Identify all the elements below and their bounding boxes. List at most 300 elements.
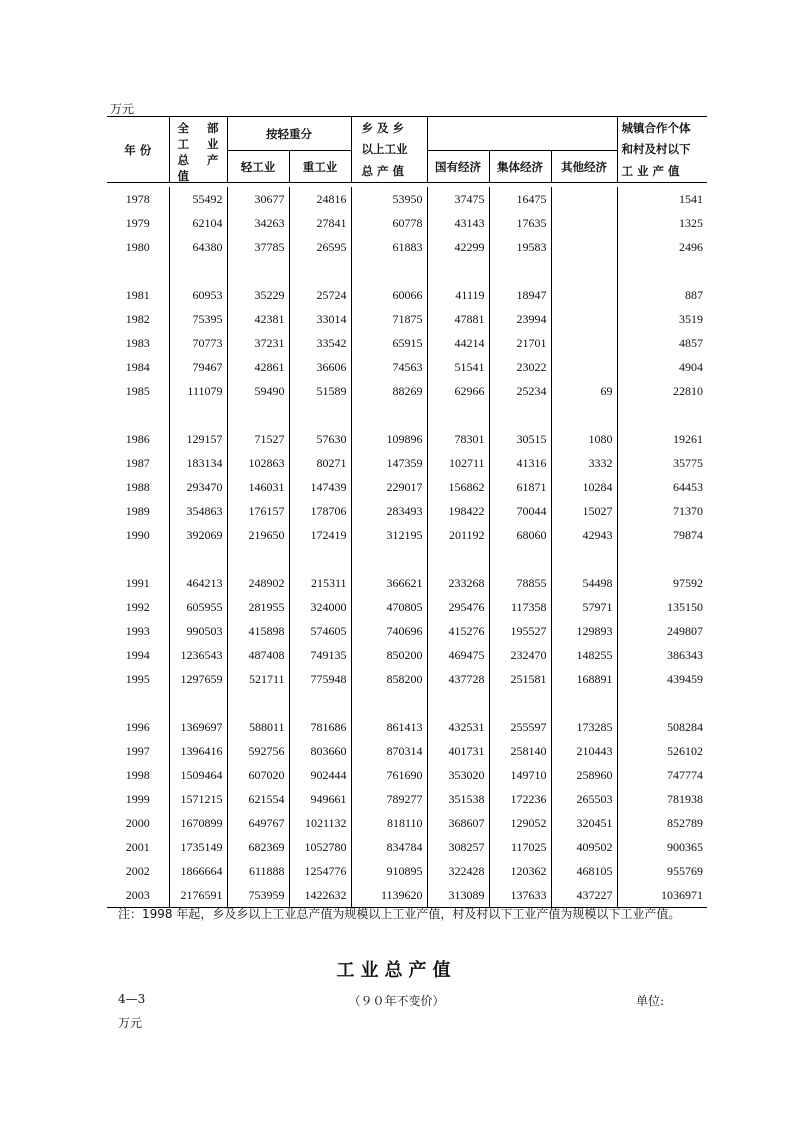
cell-small: 35775 bbox=[617, 451, 707, 475]
cell-heavy: 949661 bbox=[289, 787, 351, 811]
table-row bbox=[107, 451, 707, 475]
cell-collective: 117025 bbox=[489, 835, 551, 859]
cell-other bbox=[551, 307, 617, 331]
table-row bbox=[107, 811, 707, 835]
header-township-line-1: 乡 及 乡 bbox=[361, 121, 405, 136]
cell-year: 1991 bbox=[125, 576, 150, 590]
cell-light: 281955 bbox=[227, 595, 289, 619]
unit-label-top: 万元 bbox=[110, 102, 135, 116]
cell-collective: 172236 bbox=[489, 787, 551, 811]
cell-small: 781938 bbox=[617, 787, 707, 811]
cell-heavy: 775948 bbox=[289, 667, 351, 691]
cell-heavy: 80271 bbox=[289, 451, 351, 475]
table-row bbox=[107, 595, 707, 619]
spacer-cell bbox=[427, 547, 489, 571]
cell-year: 1980 bbox=[125, 240, 150, 254]
cell-light: 415898 bbox=[227, 619, 289, 643]
cell-collective: 70044 bbox=[489, 499, 551, 523]
unit-value: 万元 bbox=[118, 1016, 143, 1030]
cell-year: 1983 bbox=[125, 336, 150, 350]
spacer-cell bbox=[107, 259, 169, 283]
cell-other: 1080 bbox=[551, 427, 617, 451]
spacer-cell bbox=[617, 547, 707, 571]
cell-collective: 17635 bbox=[489, 211, 551, 235]
cell-township: 312195 bbox=[351, 523, 427, 547]
cell-light: 753959 bbox=[227, 883, 289, 908]
cell-state: 415276 bbox=[427, 619, 489, 643]
unit-label: 单位: bbox=[636, 994, 665, 1008]
spacer-cell bbox=[227, 547, 289, 571]
cell-heavy: 25724 bbox=[289, 283, 351, 307]
spacer-cell bbox=[169, 547, 227, 571]
header-ownership-group bbox=[427, 117, 617, 151]
cell-light: 30677 bbox=[227, 187, 289, 211]
table-row bbox=[107, 427, 707, 451]
cell-other: 265503 bbox=[551, 787, 617, 811]
cell-collective: 25234 bbox=[489, 379, 551, 403]
cell-year: 1995 bbox=[125, 672, 150, 686]
cell-state: 351538 bbox=[427, 787, 489, 811]
cell-light: 682369 bbox=[227, 835, 289, 859]
cell-light: 621554 bbox=[227, 787, 289, 811]
cell-other: 320451 bbox=[551, 811, 617, 835]
cell-state: 432531 bbox=[427, 715, 489, 739]
cell-total: 1396416 bbox=[169, 739, 227, 763]
cell-total: 64380 bbox=[169, 235, 227, 259]
table-row bbox=[107, 667, 707, 691]
cell-total: 2176591 bbox=[169, 883, 227, 908]
cell-collective: 129052 bbox=[489, 811, 551, 835]
cell-total: 70773 bbox=[169, 331, 227, 355]
spacer-cell bbox=[351, 547, 427, 571]
table-row bbox=[107, 331, 707, 355]
spacer-cell bbox=[427, 259, 489, 283]
spacer-cell bbox=[351, 259, 427, 283]
cell-heavy: 215311 bbox=[289, 571, 351, 595]
cell-collective: 21701 bbox=[489, 331, 551, 355]
header-state: 国有经济 bbox=[427, 151, 489, 183]
spacer-row bbox=[107, 691, 707, 715]
cell-township: 283493 bbox=[351, 499, 427, 523]
cell-year: 1978 bbox=[125, 192, 150, 206]
cell-light: 176157 bbox=[227, 499, 289, 523]
cell-collective: 195527 bbox=[489, 619, 551, 643]
cell-township: 861413 bbox=[351, 715, 427, 739]
header-other: 其他经济 bbox=[551, 151, 617, 183]
cell-state: 198422 bbox=[427, 499, 489, 523]
cell-total: 392069 bbox=[169, 523, 227, 547]
cell-small: 71370 bbox=[617, 499, 707, 523]
cell-small: 439459 bbox=[617, 667, 707, 691]
cell-township: 88269 bbox=[351, 379, 427, 403]
cell-other: 168891 bbox=[551, 667, 617, 691]
cell-other: 10284 bbox=[551, 475, 617, 499]
spacer-cell bbox=[107, 547, 169, 571]
cell-small: 747774 bbox=[617, 763, 707, 787]
cell-other: 129893 bbox=[551, 619, 617, 643]
spacer-cell bbox=[169, 691, 227, 715]
cell-total: 79467 bbox=[169, 355, 227, 379]
cell-state: 62966 bbox=[427, 379, 489, 403]
cell-collective: 137633 bbox=[489, 883, 551, 908]
cell-total: 990503 bbox=[169, 619, 227, 643]
header-small-line-1: 城镇合作个体 bbox=[621, 121, 691, 136]
cell-other: 210443 bbox=[551, 739, 617, 763]
cell-state: 353020 bbox=[427, 763, 489, 787]
cell-township: 60066 bbox=[351, 283, 427, 307]
header-light: 轻工业 bbox=[227, 151, 289, 183]
cell-year: 1996 bbox=[125, 720, 150, 734]
cell-state: 44214 bbox=[427, 331, 489, 355]
cell-state: 295476 bbox=[427, 595, 489, 619]
cell-heavy: 803660 bbox=[289, 739, 351, 763]
spacer-row bbox=[107, 259, 707, 283]
cell-other: 15027 bbox=[551, 499, 617, 523]
cell-collective: 251581 bbox=[489, 667, 551, 691]
spacer-cell bbox=[617, 691, 707, 715]
cell-other: 42943 bbox=[551, 523, 617, 547]
spacer-cell bbox=[107, 403, 169, 427]
header-collective: 集体经济 bbox=[489, 151, 551, 183]
table-row bbox=[107, 307, 707, 331]
cell-year: 1984 bbox=[125, 360, 150, 374]
cell-small: 4857 bbox=[617, 331, 707, 355]
cell-state: 313089 bbox=[427, 883, 489, 908]
cell-other: 148255 bbox=[551, 643, 617, 667]
cell-other bbox=[551, 235, 617, 259]
table-number: 4—3 bbox=[118, 992, 146, 1006]
cell-collective: 68060 bbox=[489, 523, 551, 547]
cell-year: 1986 bbox=[125, 432, 150, 446]
header-total-char-2: 部 bbox=[207, 120, 219, 135]
cell-state: 41119 bbox=[427, 283, 489, 307]
cell-heavy: 172419 bbox=[289, 523, 351, 547]
cell-collective: 19583 bbox=[489, 235, 551, 259]
table-row bbox=[107, 835, 707, 859]
cell-year: 2000 bbox=[125, 816, 150, 830]
cell-township: 1139620 bbox=[351, 883, 427, 908]
cell-total: 464213 bbox=[169, 571, 227, 595]
cell-small: 135150 bbox=[617, 595, 707, 619]
cell-year: 1981 bbox=[125, 288, 150, 302]
cell-light: 34263 bbox=[227, 211, 289, 235]
cell-heavy: 33542 bbox=[289, 331, 351, 355]
header-total bbox=[169, 117, 227, 183]
cell-township: 65915 bbox=[351, 331, 427, 355]
cell-other: 69 bbox=[551, 379, 617, 403]
table-row bbox=[107, 763, 707, 787]
table-row bbox=[107, 739, 707, 763]
cell-other: 54498 bbox=[551, 571, 617, 595]
cell-heavy: 1052780 bbox=[289, 835, 351, 859]
cell-township: 740696 bbox=[351, 619, 427, 643]
cell-small: 508284 bbox=[617, 715, 707, 739]
cell-collective: 117358 bbox=[489, 595, 551, 619]
table-row bbox=[107, 619, 707, 643]
spacer-cell bbox=[489, 259, 551, 283]
header-township-line-3: 总 产 值 bbox=[361, 163, 405, 178]
table-row bbox=[107, 715, 707, 739]
cell-collective: 61871 bbox=[489, 475, 551, 499]
cell-light: 611888 bbox=[227, 859, 289, 883]
cell-township: 850200 bbox=[351, 643, 427, 667]
cell-state: 102711 bbox=[427, 451, 489, 475]
cell-total: 293470 bbox=[169, 475, 227, 499]
table-row bbox=[107, 235, 707, 259]
cell-township: 470805 bbox=[351, 595, 427, 619]
cell-collective: 255597 bbox=[489, 715, 551, 739]
price-basis-note: （９０年不变价） bbox=[348, 994, 445, 1008]
cell-year: 1987 bbox=[125, 456, 150, 470]
cell-other: 173285 bbox=[551, 715, 617, 739]
spacer-cell bbox=[289, 259, 351, 283]
cell-small: 64453 bbox=[617, 475, 707, 499]
spacer-cell bbox=[169, 259, 227, 283]
header-total-line-3: 总 产 值 bbox=[177, 152, 219, 183]
footnote: 注：1998 年起，乡及乡以上工业总产值为规模以上工业产值，村及村以下工业产值为规模以下工业产值。 bbox=[118, 907, 681, 921]
cell-township: 858200 bbox=[351, 667, 427, 691]
cell-heavy: 27841 bbox=[289, 211, 351, 235]
cell-state: 47881 bbox=[427, 307, 489, 331]
cell-small: 900365 bbox=[617, 835, 707, 859]
cell-township: 109896 bbox=[351, 427, 427, 451]
cell-small: 955769 bbox=[617, 859, 707, 883]
cell-total: 183134 bbox=[169, 451, 227, 475]
cell-light: 248902 bbox=[227, 571, 289, 595]
cell-light: 102863 bbox=[227, 451, 289, 475]
cell-heavy: 1422632 bbox=[289, 883, 351, 908]
cell-light: 588011 bbox=[227, 715, 289, 739]
cell-year: 1994 bbox=[125, 648, 150, 662]
cell-total: 1236543 bbox=[169, 643, 227, 667]
cell-small: 1325 bbox=[617, 211, 707, 235]
cell-small: 1541 bbox=[617, 187, 707, 211]
spacer-row bbox=[107, 403, 707, 427]
table-row bbox=[107, 355, 707, 379]
cell-state: 368607 bbox=[427, 811, 489, 835]
cell-township: 60778 bbox=[351, 211, 427, 235]
table-row bbox=[107, 499, 707, 523]
page-title: 工业总产值 bbox=[336, 960, 457, 981]
cell-state: 78301 bbox=[427, 427, 489, 451]
spacer-cell bbox=[489, 691, 551, 715]
cell-township: 61883 bbox=[351, 235, 427, 259]
cell-collective: 258140 bbox=[489, 739, 551, 763]
cell-small: 19261 bbox=[617, 427, 707, 451]
cell-collective: 120362 bbox=[489, 859, 551, 883]
cell-other: 409502 bbox=[551, 835, 617, 859]
cell-total: 55492 bbox=[169, 187, 227, 211]
cell-small: 79874 bbox=[617, 523, 707, 547]
cell-state: 42299 bbox=[427, 235, 489, 259]
cell-light: 59490 bbox=[227, 379, 289, 403]
header-heavy: 重工业 bbox=[289, 151, 351, 183]
cell-light: 146031 bbox=[227, 475, 289, 499]
header-by-weight: 按轻重分 bbox=[227, 117, 351, 151]
cell-small: 2496 bbox=[617, 235, 707, 259]
cell-total: 62104 bbox=[169, 211, 227, 235]
cell-year: 1989 bbox=[125, 504, 150, 518]
cell-collective: 149710 bbox=[489, 763, 551, 787]
cell-collective: 30515 bbox=[489, 427, 551, 451]
table-row bbox=[107, 643, 707, 667]
cell-township: 818110 bbox=[351, 811, 427, 835]
table-row bbox=[107, 787, 707, 811]
header-township-line-2: 以上工业 bbox=[361, 142, 408, 157]
cell-small: 3519 bbox=[617, 307, 707, 331]
cell-other: 468105 bbox=[551, 859, 617, 883]
cell-heavy: 574605 bbox=[289, 619, 351, 643]
spacer-cell bbox=[617, 259, 707, 283]
spacer-cell bbox=[289, 403, 351, 427]
spacer-cell bbox=[227, 403, 289, 427]
cell-heavy: 24816 bbox=[289, 187, 351, 211]
cell-state: 37475 bbox=[427, 187, 489, 211]
cell-township: 870314 bbox=[351, 739, 427, 763]
cell-year: 1992 bbox=[125, 600, 150, 614]
cell-other bbox=[551, 355, 617, 379]
header-total-char-4: 业 bbox=[207, 136, 219, 151]
cell-state: 308257 bbox=[427, 835, 489, 859]
cell-total: 1297659 bbox=[169, 667, 227, 691]
cell-township: 761690 bbox=[351, 763, 427, 787]
spacer-cell bbox=[551, 403, 617, 427]
cell-small: 22810 bbox=[617, 379, 707, 403]
table-row bbox=[107, 883, 707, 908]
cell-state: 201192 bbox=[427, 523, 489, 547]
cell-state: 401731 bbox=[427, 739, 489, 763]
cell-state: 43143 bbox=[427, 211, 489, 235]
cell-small: 4904 bbox=[617, 355, 707, 379]
cell-heavy: 1021132 bbox=[289, 811, 351, 835]
cell-collective: 41316 bbox=[489, 451, 551, 475]
cell-state: 51541 bbox=[427, 355, 489, 379]
cell-township: 53950 bbox=[351, 187, 427, 211]
cell-state: 156862 bbox=[427, 475, 489, 499]
header-total-char-3: 工 bbox=[177, 136, 189, 151]
cell-other bbox=[551, 331, 617, 355]
table-row bbox=[107, 211, 707, 235]
cell-light: 649767 bbox=[227, 811, 289, 835]
spacer-cell bbox=[489, 547, 551, 571]
table-row bbox=[107, 379, 707, 403]
cell-year: 1982 bbox=[125, 312, 150, 326]
cell-year: 1993 bbox=[125, 624, 150, 638]
cell-township: 74563 bbox=[351, 355, 427, 379]
cell-total: 75395 bbox=[169, 307, 227, 331]
cell-collective: 232470 bbox=[489, 643, 551, 667]
spacer-row bbox=[107, 547, 707, 571]
cell-state: 233268 bbox=[427, 571, 489, 595]
cell-light: 71527 bbox=[227, 427, 289, 451]
cell-total: 1509464 bbox=[169, 763, 227, 787]
cell-light: 521711 bbox=[227, 667, 289, 691]
header-year: 年 份 bbox=[107, 117, 169, 183]
cell-state: 469475 bbox=[427, 643, 489, 667]
cell-light: 219650 bbox=[227, 523, 289, 547]
cell-heavy: 57630 bbox=[289, 427, 351, 451]
cell-state: 322428 bbox=[427, 859, 489, 883]
cell-light: 42861 bbox=[227, 355, 289, 379]
table-body bbox=[107, 187, 707, 908]
cell-heavy: 1254776 bbox=[289, 859, 351, 883]
cell-heavy: 749135 bbox=[289, 643, 351, 667]
cell-light: 37785 bbox=[227, 235, 289, 259]
cell-total: 1670899 bbox=[169, 811, 227, 835]
industrial-output-table bbox=[107, 116, 707, 908]
cell-collective: 16475 bbox=[489, 187, 551, 211]
cell-year: 2001 bbox=[125, 840, 150, 854]
cell-total: 60953 bbox=[169, 283, 227, 307]
cell-light: 42381 bbox=[227, 307, 289, 331]
cell-light: 487408 bbox=[227, 643, 289, 667]
spacer-cell bbox=[289, 547, 351, 571]
spacer-cell bbox=[107, 691, 169, 715]
cell-heavy: 51589 bbox=[289, 379, 351, 403]
cell-other bbox=[551, 187, 617, 211]
header-township bbox=[351, 117, 427, 183]
cell-other bbox=[551, 211, 617, 235]
cell-year: 1999 bbox=[125, 792, 150, 806]
cell-state: 437728 bbox=[427, 667, 489, 691]
cell-township: 789277 bbox=[351, 787, 427, 811]
cell-total: 1369697 bbox=[169, 715, 227, 739]
header-small-scale bbox=[617, 117, 707, 183]
header-total-char-1: 全 bbox=[177, 120, 189, 135]
cell-collective: 78855 bbox=[489, 571, 551, 595]
cell-other: 57971 bbox=[551, 595, 617, 619]
table-row bbox=[107, 475, 707, 499]
cell-township: 147359 bbox=[351, 451, 427, 475]
cell-light: 37231 bbox=[227, 331, 289, 355]
cell-total: 129157 bbox=[169, 427, 227, 451]
spacer-cell bbox=[289, 691, 351, 715]
cell-year: 1990 bbox=[125, 528, 150, 542]
cell-small: 887 bbox=[617, 283, 707, 307]
cell-small: 1036971 bbox=[617, 883, 707, 908]
spacer-cell bbox=[227, 259, 289, 283]
spacer-cell bbox=[617, 403, 707, 427]
cell-collective: 18947 bbox=[489, 283, 551, 307]
cell-heavy: 178706 bbox=[289, 499, 351, 523]
cell-small: 97592 bbox=[617, 571, 707, 595]
cell-collective: 23994 bbox=[489, 307, 551, 331]
cell-heavy: 26595 bbox=[289, 235, 351, 259]
table-row bbox=[107, 859, 707, 883]
cell-light: 592756 bbox=[227, 739, 289, 763]
cell-collective: 23022 bbox=[489, 355, 551, 379]
spacer-cell bbox=[427, 691, 489, 715]
spacer-cell bbox=[551, 547, 617, 571]
cell-small: 386343 bbox=[617, 643, 707, 667]
cell-total: 1571215 bbox=[169, 787, 227, 811]
cell-year: 1979 bbox=[125, 216, 150, 230]
cell-small: 852789 bbox=[617, 811, 707, 835]
table-row bbox=[107, 571, 707, 595]
cell-heavy: 147439 bbox=[289, 475, 351, 499]
cell-total: 354863 bbox=[169, 499, 227, 523]
cell-heavy: 36606 bbox=[289, 355, 351, 379]
cell-year: 1988 bbox=[125, 480, 150, 494]
cell-small: 526102 bbox=[617, 739, 707, 763]
cell-year: 2003 bbox=[107, 883, 169, 908]
spacer-cell bbox=[351, 691, 427, 715]
header-small-line-2: 和村及村以下 bbox=[621, 142, 691, 157]
cell-total: 605955 bbox=[169, 595, 227, 619]
table-row bbox=[107, 187, 707, 211]
cell-other: 3332 bbox=[551, 451, 617, 475]
spacer-cell bbox=[551, 259, 617, 283]
